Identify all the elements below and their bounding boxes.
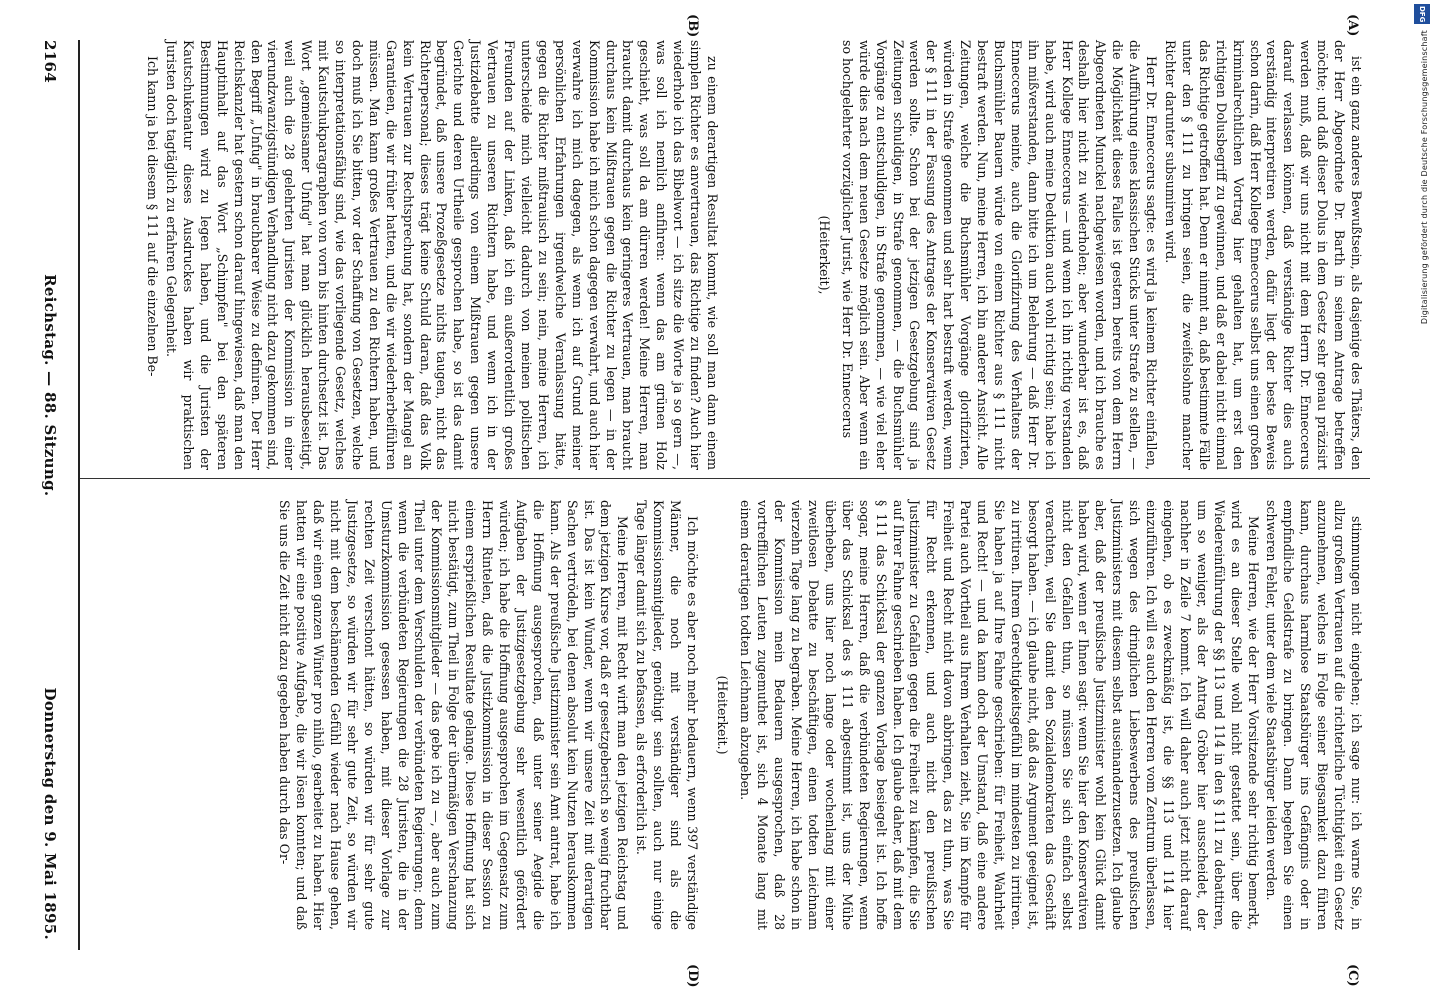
paragraph: Meine Herren, wie der Herr Vorsitzende sehr richtig bemerkt, wird es an dieser Stelle wohl nicht gestattet sein, über die Wiedereinführung der §§ 113 und 114 in den § 111 zu debattiren, um so weniger, als der Antrag Gröber hier ausscheidet, der nachher in Zeile 7 kommt. Ich will daher auch jetzt nicht darauf eingehen, ob es zweckmäßig ist, die §§ 113 und 114 hier einzuführen. Ich will es auch den Herren vom Zentrum überlassen, sich wegen des dringlichen Liebeswerbens des preußischen Justizministers mit diesem selbst auseinanderzusetzen. Ich glaube aber, daß der preußische Justizminister wohl kein Glück damit haben wird, wenn er Ihnen sagt: wenn Sie hier den Konservativen nicht den Gefallen thun, so müssen Sie sich einfach selbst verachten, weil Sie damit den Sozialdemokraten das Geschäft besorgt haben. — ich glaube nicht, daß das Argument geeignet ist, zu irritiren. Ihrem Gerechtigkeitsgefühl im mindesten zu irritiren. Sie haben ja auf Ihre Fahne geschrieben: für Freiheit, Wahrheit und Recht! — und da kann doch der Umstand, daß eine andere Partei auch Vortheil aus Ihrem Verhalten zieht, Sie im Kampfe für Freiheit und Recht nicht davon abbringen, das zu thun, was Sie für Recht erkennen, und auch nicht den preußischen Justizminister zu Gefallen gegen die Freiheit zu kämpfen, die Sie auf Ihrer Fahne geschrieben haben. Ich glaube daher, daß mit dem § 111 das Schicksal der ganzen Vorlage besiegelt ist. Ich hoffe sogar, meine Herren, daß die verbündeten Regierungen, wenn über das Schicksal des § 111 abgestimmt ist, uns der Mühe überheben, uns hier noch lange oder wochenlang mit einer zweitlosen Debatte zu beschäftigen, einen todten Leichnam vierzehn Tage lang zu begraben. Meine Herren, ich habe schon in der Kommission mein Bedauern ausgesprochen, daß 28 vortrefflichen Leuten zugemuthet ist, sich 4 Monate lang mit einem derartigen todten Leichnam abzugeben. <box>738 500 1261 930</box>
margin-mark-d: (D) <box>685 964 700 988</box>
column-a <box>809 40 1364 470</box>
paragraph: Herr Dr. Enneccerus sagte: es wird ja keinem Richter einfallen, die Aufführung eines klassischen Stücks unter Strafe zu stellen, — die Möglichkeit dieses Falles ist gestern bereits von dem Herrn Abgeordneten Munckel nachgewiesen worden, und ich brauche es deshalb hier nicht zu wiederholen; aber wunderbar ist es, daß Herr Kollege Enneccerus — und wenn ich ihn richtig verstanden habe, wird auch meine Deduktion auch wohl richtig sein; habe ich ihn mißverstanden, dann bitte ich um Belehrung — daß Herr Dr. Enneccerus meinte, auch die Glorifizirung des Verhaltens der Buchsmühler Bauern würde von einem Richter aus § 111 nicht bestraft werden. Nun, meine Herren, ich bin anderer Ansicht. Alle Zeitungen, welche die Buchsmühler Vorgänge glorifizirten, würden in Strafe genommen und sehr hart bestraft werden, wenn der § 111 in der Fassung des Antrages der Konservativen Gesetz werden sollte. Schon bei der jetzigen Gesetzgebung sind ja Zeitungen schuldigen, in Strafe genommen, — die Buchsmühler Vorgänge zu entschuldigen, in Strafe genommen, — wie viel eher würde dies nach dem neuen Gesetze möglich sein. Aber wenn ein so hochgelehrter vorzüglicher Jurist, wie Herr Dr. Enneccerus <box>839 40 1160 470</box>
paragraph: Ich kann ja bei diesem § 111 auf die einzelnen Be- <box>145 56 161 377</box>
digitization-strip <box>1412 0 1432 1000</box>
margin-mark-b: (B) <box>685 14 700 38</box>
paragraph: Meine Herren, mit Recht wirft man den jetzigen Reichstag und dem jetzigen Kurse vor, daß er gesetzgeberisch so wenig fruchtbar ist. Das ist kein Wunder, wenn wir unsere Zeit mit derartigen Sachen vertrödeln, bei denen absolut kein Nutzen herauskommen kann. Als der preußische Justizminister sein Amt antrat, habe ich die Hoffnung ausgesprochen, daß unter seiner Aegide die Aufgaben der Justizgesetzgebung sehr wesentlich gefördert würden; ich habe die Hoffnung ausgesprochen im Gegensatz zum Herrn Rintelen, daß die Justizkommission in dieser Session zu einem ersprießlichen Resultate gelange. Diese Hoffnung hat sich nicht bestätigt, zum Theil in Folge der übermäßigen Verschanzung der Kommissionsmitglieder — das gebe ich zu —, aber auch zum Theil unter dem Verschulden der verbündeten Regierungen; denn wenn die verbündeten Regierungen die 28 Juristen, die in der Umsturzkommission gesessen haben, mit dieser Vorlage zur rechten Zeit verschont hätten, so würden wir für sehr gute Justizgesetze, so würden wir für sehr gute Zeit, so würden wir nicht mit dem beschämenden Gefühl wieder nach Hause gehen, daß wir einen ganzen Winter pro nihilo, gearbeitet zu haben. Hier hatten wir eine positive Aufgabe, die wir lösen konnten; und daß Sie uns die Zeit nicht dazu gegeben haben durch das Or- <box>277 500 631 930</box>
column-c <box>708 500 1364 930</box>
page-number: 2164 <box>41 40 59 83</box>
paragraph: Ich möchte es aber noch mehr bedauern, wenn 397 verständige Männer, die noch mit verständiger sind als die Kommissionsmitglieder, genöthigt sein sollten, auch nur einige Tage länger damit sich zu befassen, als erforderlich ist. <box>634 500 700 930</box>
margin-mark-a: (A) <box>1345 14 1360 37</box>
stage-direction: (Heiterkeit.) <box>715 675 731 755</box>
stage-direction: (Heiterkeit), <box>816 215 832 295</box>
session-title: Reichstag. — 88. Sitzung. <box>41 274 59 497</box>
session-date: Donnerstag den 9. Mai 1895. <box>41 687 59 940</box>
paragraph: ist ein ganz anderes Bewußtsein, als dasjenige des Thäters, den der Herr Abgeordnete Dr. Barth in seinem Antrage betreffen möchte; und daß dieser Dolus in dem Gesetz sehr genau präzisirt werden muß, daß wir uns nicht mit dem Herrn Dr. Enneccerus darauf verlassen können, daß verständige Richter dies auch verständig interpretiren werden, dafür liegt der beste Beweis schon darin, daß Herr Kollege Enneccerus selbst uns einen großen kriminalrechtlichen Vortrag hier gehalten hat, um erst den richtigen Dolusbegriff zu gewinnen, und daß er dabei nicht einmal das Richtige getroffen hat. Denn er nimmt an, daß bestimmte Fälle unter den § 111 zu bringen seien, die zweifelsohne mancher Richter darunter subsumiren wird. <box>1163 40 1364 470</box>
column-divider <box>80 478 1370 479</box>
page-header <box>30 40 70 940</box>
paragraph: stimmungen nicht eingehen; ich sage nur: ich warne Sie, in allzu großem Vertrauen auf die richterliche Tüchtigkeit ein Gesetz anzunehmen, welches in Folge seiner Biegsamkeit dazu führen kann, durchaus harmlose Staatsbürger ins Gefängnis oder in empfindliche Geldstrafe zu bringen. Dann begehen Sie einen schweren Fehler, unter dem viele Staatsbürger leiden werden. <box>1264 500 1364 930</box>
digitization-notice: Digitalisierung gefördert durch die Deutsche Forschungsgemeinschaft <box>1420 30 1429 325</box>
paragraph: zu einem derartigen Resultat kommt, wie soll man dann einem simplen Richter es anvertrauen, das Richtige zu finden? Auch hier wiederhole ich das Bibelwort — ich sitze die Worte ja so gern —, was soll ich nemlich anfihren: wenn das am grünen Holz geschieht, was soll da am dürren werden! Meine Herren, man braucht damit durchaus kein geringeres Vertrauen, man braucht durchaus kein Mißtrauen gegen die Richter zu legen — in der Kommission habe ich mich schon dagegen verwahrt, und auch hier verwahre ich mich dagegen, als wenn ich auf Grund meiner persönlichen Erfahrungen irgendwelche Veranlassung hätte, gegen die Richter mißtrauisch zu sein; nein, meine Herren, ich unterscheide mich vielleicht dadurch von meinen politischen Freunden auf der Linken, daß ich ein außerordentlich großes Vertrauen zu unseren Richtern habe, und wenn ich in der Justizdebatte allerdings von einem Mißtrauen gegen unsere Gerichte und deren Urtheile gesprochen habe, so ist das damit begründet, daß unsere Prozeßgesetze nichts taugen, nicht das Richterpersonal; dieses trägt keine Schuld daran, daß das Volk kein Vertrauen zur Rechtsprechung hat, sondern der Mangel an Garantieen, die wir früher hatten, und die wir wiederherbeiführen müssen. Man kann großes Vertrauen zu den Richtern haben, und doch muß ich Sie bitten, vor der Schaffung von Gesetzen, welche so interpretationsfähig sind, wie das vorliegende Gesetz, welches mit Kautschukparagraphen von vorn bis hinten durchsetzt ist. Das Wort „gemeinsamer Unfug" hat man glücklich herausbeseitigt, weil auch die 28 gelehrten Juristen der Kommission in einer vierundzwanzigstündigen Verhandlung nicht dazu gekommen sind, den Begriff „Unfug" in brauchbarer Weise zu definiren. Der Herr Reichskanzler hat gestern schon darauf hingewiesen, daß man den Hauptinhalt auf das Wort „Schimpfen" bei den späteren Bestimmungen wird zu legen haben, und die Juristen der Kautschukenatur dieses Ausdruckes haben wir praktischen Juristen doch tagtäglich zu erfahren Gelegenheit. <box>164 40 720 470</box>
column-d <box>273 500 700 930</box>
column-b <box>141 40 720 470</box>
margin-mark-c: (C) <box>1345 964 1360 987</box>
dfg-logo: DFG <box>1414 4 1430 24</box>
header-rule <box>78 40 80 950</box>
